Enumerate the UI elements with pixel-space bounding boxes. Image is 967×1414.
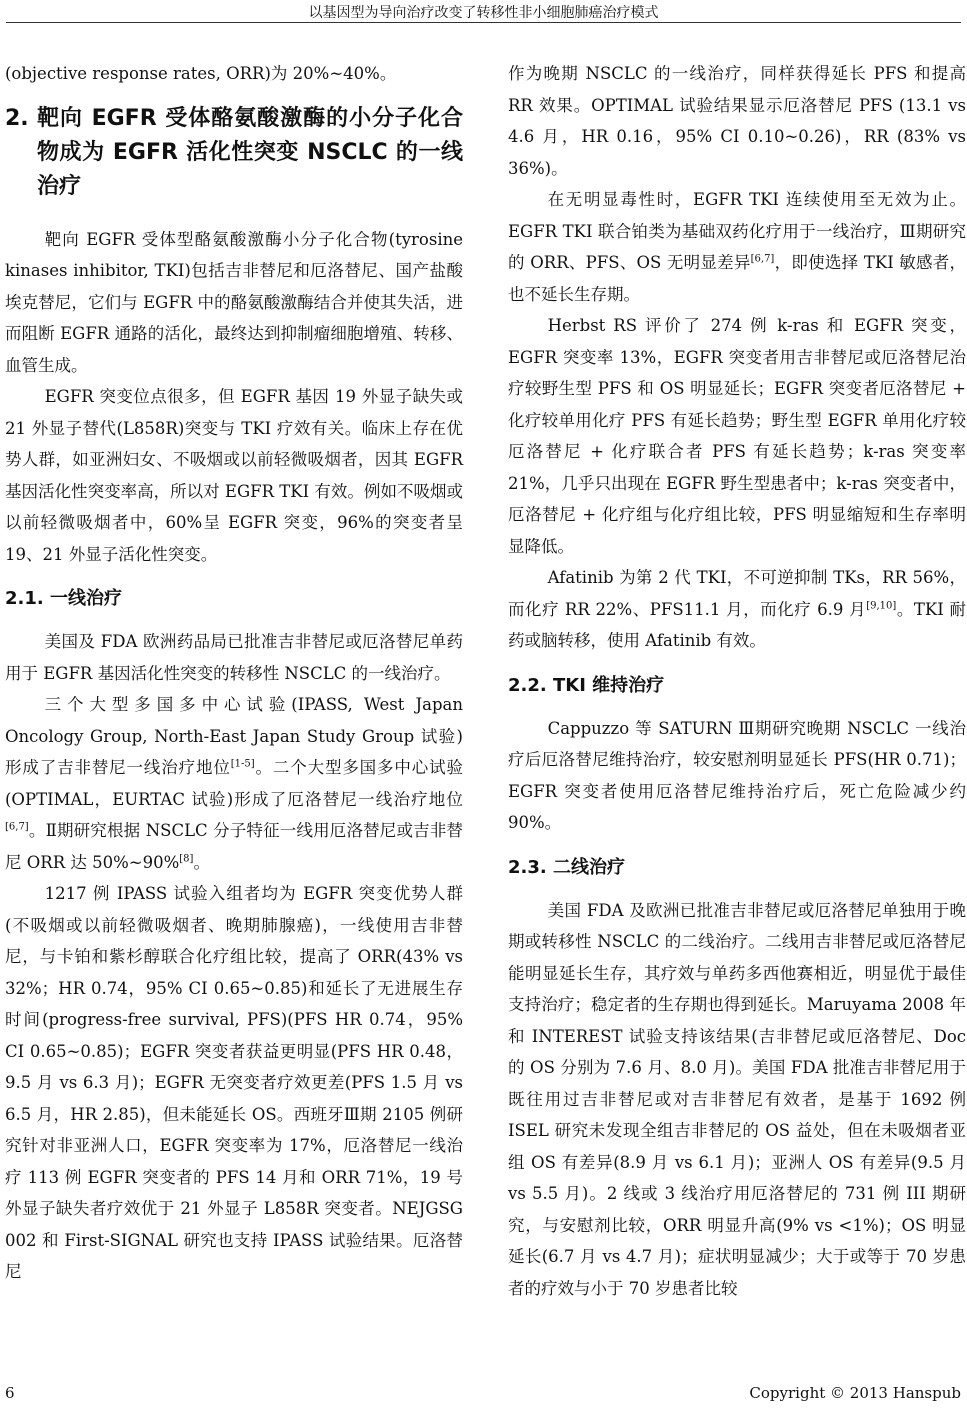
text-run: 。	[193, 852, 210, 872]
copyright: Copyright © 2013 Hanspub	[749, 1384, 961, 1402]
header-rule	[6, 22, 961, 23]
citation: [6,7]	[750, 253, 775, 265]
citation: [1-5]	[230, 758, 255, 770]
text-run: 。Ⅱ期研究根据 NSCLC 分子特征一线用厄洛替尼或吉非替尼 ORR 达 50%~90%	[5, 821, 463, 872]
citation: [9,10]	[866, 600, 897, 611]
paragraph	[5, 689, 463, 878]
citation: [6,7]	[5, 821, 29, 833]
left-column	[5, 58, 463, 1288]
paragraph: 作为晚期 NSCLC 的一线治疗，同样获得延长 PFS 和提高 RR 效果。OPTIMAL 试验结果显示厄洛替尼 PFS (13.1 vs 4.6 月，HR 0.16，95% CI 0.10~0.26)，RR (83% vs 36%)。	[508, 64, 966, 178]
text-run: 。二个大型多国多中心试验(OPTIMAL，EURTAC 试验)形成了厄洛替尼一线治疗地位	[5, 758, 464, 809]
paragraph: 美国及 FDA 欧洲药品局已批准吉非替尼或厄洛替尼单药用于 EGFR 基因活化性突变的转移性 NSCLC 的一线治疗。	[5, 632, 463, 683]
text-run: 三个大型多国多中心试验(IPASS, West Japan Oncology Group, North-East Japan Study Group 试验)形成了吉非替尼一线治疗地位	[5, 695, 463, 777]
section-heading-2	[5, 102, 463, 204]
text-run: 在无明显毒性时，EGFR TKI 连续使用至无效为止。EGFR TKI 联合铂类为基础双药化疗用于一线治疗，Ⅲ期研究的 ORR、PFS、OS 无明显差异	[508, 190, 966, 272]
section-number: 2.	[5, 105, 29, 131]
paragraph: 1217 例 IPASS 试验入组者均为 EGFR 突变优势人群(不吸烟或以前轻微吸烟者、晚期肺腺癌)，一线使用吉非替尼，与卡铂和紫杉醇联合化疗组比较，提高了 ORR(43% vs 32%；HR 0.74，95% CI 0.65~0.85)和延长了无进展生存时间(progress-free survival, PFS)(PFS HR 0.74，95% CI 0.65~0.85)；EGFR 突变者获益更明显(PFS HR 0.48，9.5 月 vs 6.3 月)；EGFR 无突变者疗效更差(PFS 1.5 月 vs 6.5 月，HR 2.85)，但未能延长 OS。西班牙Ⅲ期 2105 例研究针对非亚洲人口，EGFR 突变率为 17%，厄洛替尼一线治疗 113 例 EGFR 突变者的 PFS 14 月和 ORR 71%，19 号外显子缺失者疗效优于 21 外显子 L858R 突变者。NEJGSG 002 和 First-SIGNAL 研究也支持 IPASS 试验结果。厄洛替尼	[5, 884, 463, 1281]
paragraph: (objective response rates, ORR)为 20%~40%。	[5, 64, 397, 83]
paragraph: 靶向 EGFR 受体型酪氨酸激酶小分子化合物(tyrosine kinases inhibitor, TKI)包括吉非替尼和厄洛替尼、国产盐酸埃克替尼，它们与 EGFR 中的酪氨酸激酶结合并使其失活，进而阻断 EGFR 通路的活化，最终达到抑制瘤细胞增殖、转移、血管生成。	[5, 229, 463, 375]
text-run: ，即使选择 TKI 敏感者，也不延长生存期。	[508, 253, 966, 304]
subsection-heading-2-3: 2.3. 二线治疗	[508, 856, 625, 878]
paragraph: Herbst RS 评价了 274 例 k-ras 和 EGFR 突变，EGFR 突变率 13%，EGFR 突变者用吉非替尼或厄洛替尼治疗较野生型 PFS 和 OS 明显延长；EGFR 突变者厄洛替尼 + 化疗较单用化疗 PFS 有延长趋势；野生型 EGFR 单用化疗较厄洛替尼 + 化疗联合者 PFS 有延长趋势；k-ras 突变率 21%，几乎只出现在 EGFR 野生型患者中；k-ras 突变者中，厄洛替尼 + 化疗组与化疗组比较，PFS 明显缩短和生存率明显降低。	[508, 316, 966, 556]
page-number: 6	[5, 1384, 15, 1402]
subsection-heading-2-2: 2.2. TKI 维持治疗	[508, 674, 665, 696]
paragraph: 美国 FDA 及欧洲已批准吉非替尼或厄洛替尼单独用于晚期或转移性 NSCLC 的二线治疗。二线用吉非替尼或厄洛替尼能明显延长生存，其疗效与单药多西他赛相近，明显优于最佳支持治疗；稳定者的生存期也得到延长。Maruyama 2008 年和 INTEREST 试验支持该结果(吉非替尼或厄洛替尼、Doc 的 OS 分别为 7.6 月、8.0 月)。美国 FDA 批准吉非替尼用于既往用过吉非替尼或对吉非替尼有效者，是基于 1692 例 ISEL 研究未发现全组吉非替尼的 OS 益处，但在未吸烟者亚组 OS 有差异(8.9 月 vs 6.1 月)；亚洲人 OS 有差异(9.5 月 vs 5.5 月)。2 线或 3 线治疗用厄洛替尼的 731 例 III 期研究，与安慰剂比较，ORR 明显升高(9% vs <1%)；OS 明显延长(6.7 月 vs 4.7 月)；症状明显减少；大于或等于 70 岁患者的疗效与小于 70 岁患者比较	[508, 900, 966, 1298]
right-column	[508, 58, 966, 1304]
paragraph: EGFR 突变位点很多，但 EGFR 基因 19 外显子缺失或 21 外显子替代(L858R)突变与 TKI 疗效有关。临床上存在优势人群，如亚洲妇女、不吸烟或以前轻微吸烟者，因其 EGFR 基因活化性突变率高，所以对 EGFR TKI 有效。例如不吸烟或以前轻微吸烟者中，60%呈 EGFR 突变，96%的突变者呈 19、21 外显子活化性突变。	[5, 387, 463, 564]
subsection-heading-2-1: 2.1. 一线治疗	[5, 588, 122, 609]
section-title: 靶向 EGFR 受体酪氨酸激酶的小分子化合物成为 EGFR 活化性突变 NSCLC 的一线治疗	[37, 105, 463, 199]
paragraph: Cappuzzo 等 SATURN Ⅲ期研究晚期 NSCLC 一线治疗后厄洛替尼维持治疗，较安慰剂明显延长 PFS(HR 0.71)；EGFR 突变者使用厄洛替尼维持治疗后，死亡危险减少约 90%。	[508, 718, 966, 832]
paragraph	[508, 184, 966, 310]
citation: [8]	[179, 853, 194, 864]
text-run: 。TKI 耐药或脑转移，使用 Afatinib 有效。	[508, 599, 966, 650]
running-header: 以基因型为导向治疗改变了转移性非小细胞肺癌治疗模式	[308, 5, 659, 21]
paragraph	[508, 562, 966, 657]
text-run: Afatinib 为第 2 代 TKI，不可逆抑制 TKs，RR 56%，而化疗 RR 22%、PFS11.1 月，而化疗 6.9 月	[508, 568, 966, 619]
